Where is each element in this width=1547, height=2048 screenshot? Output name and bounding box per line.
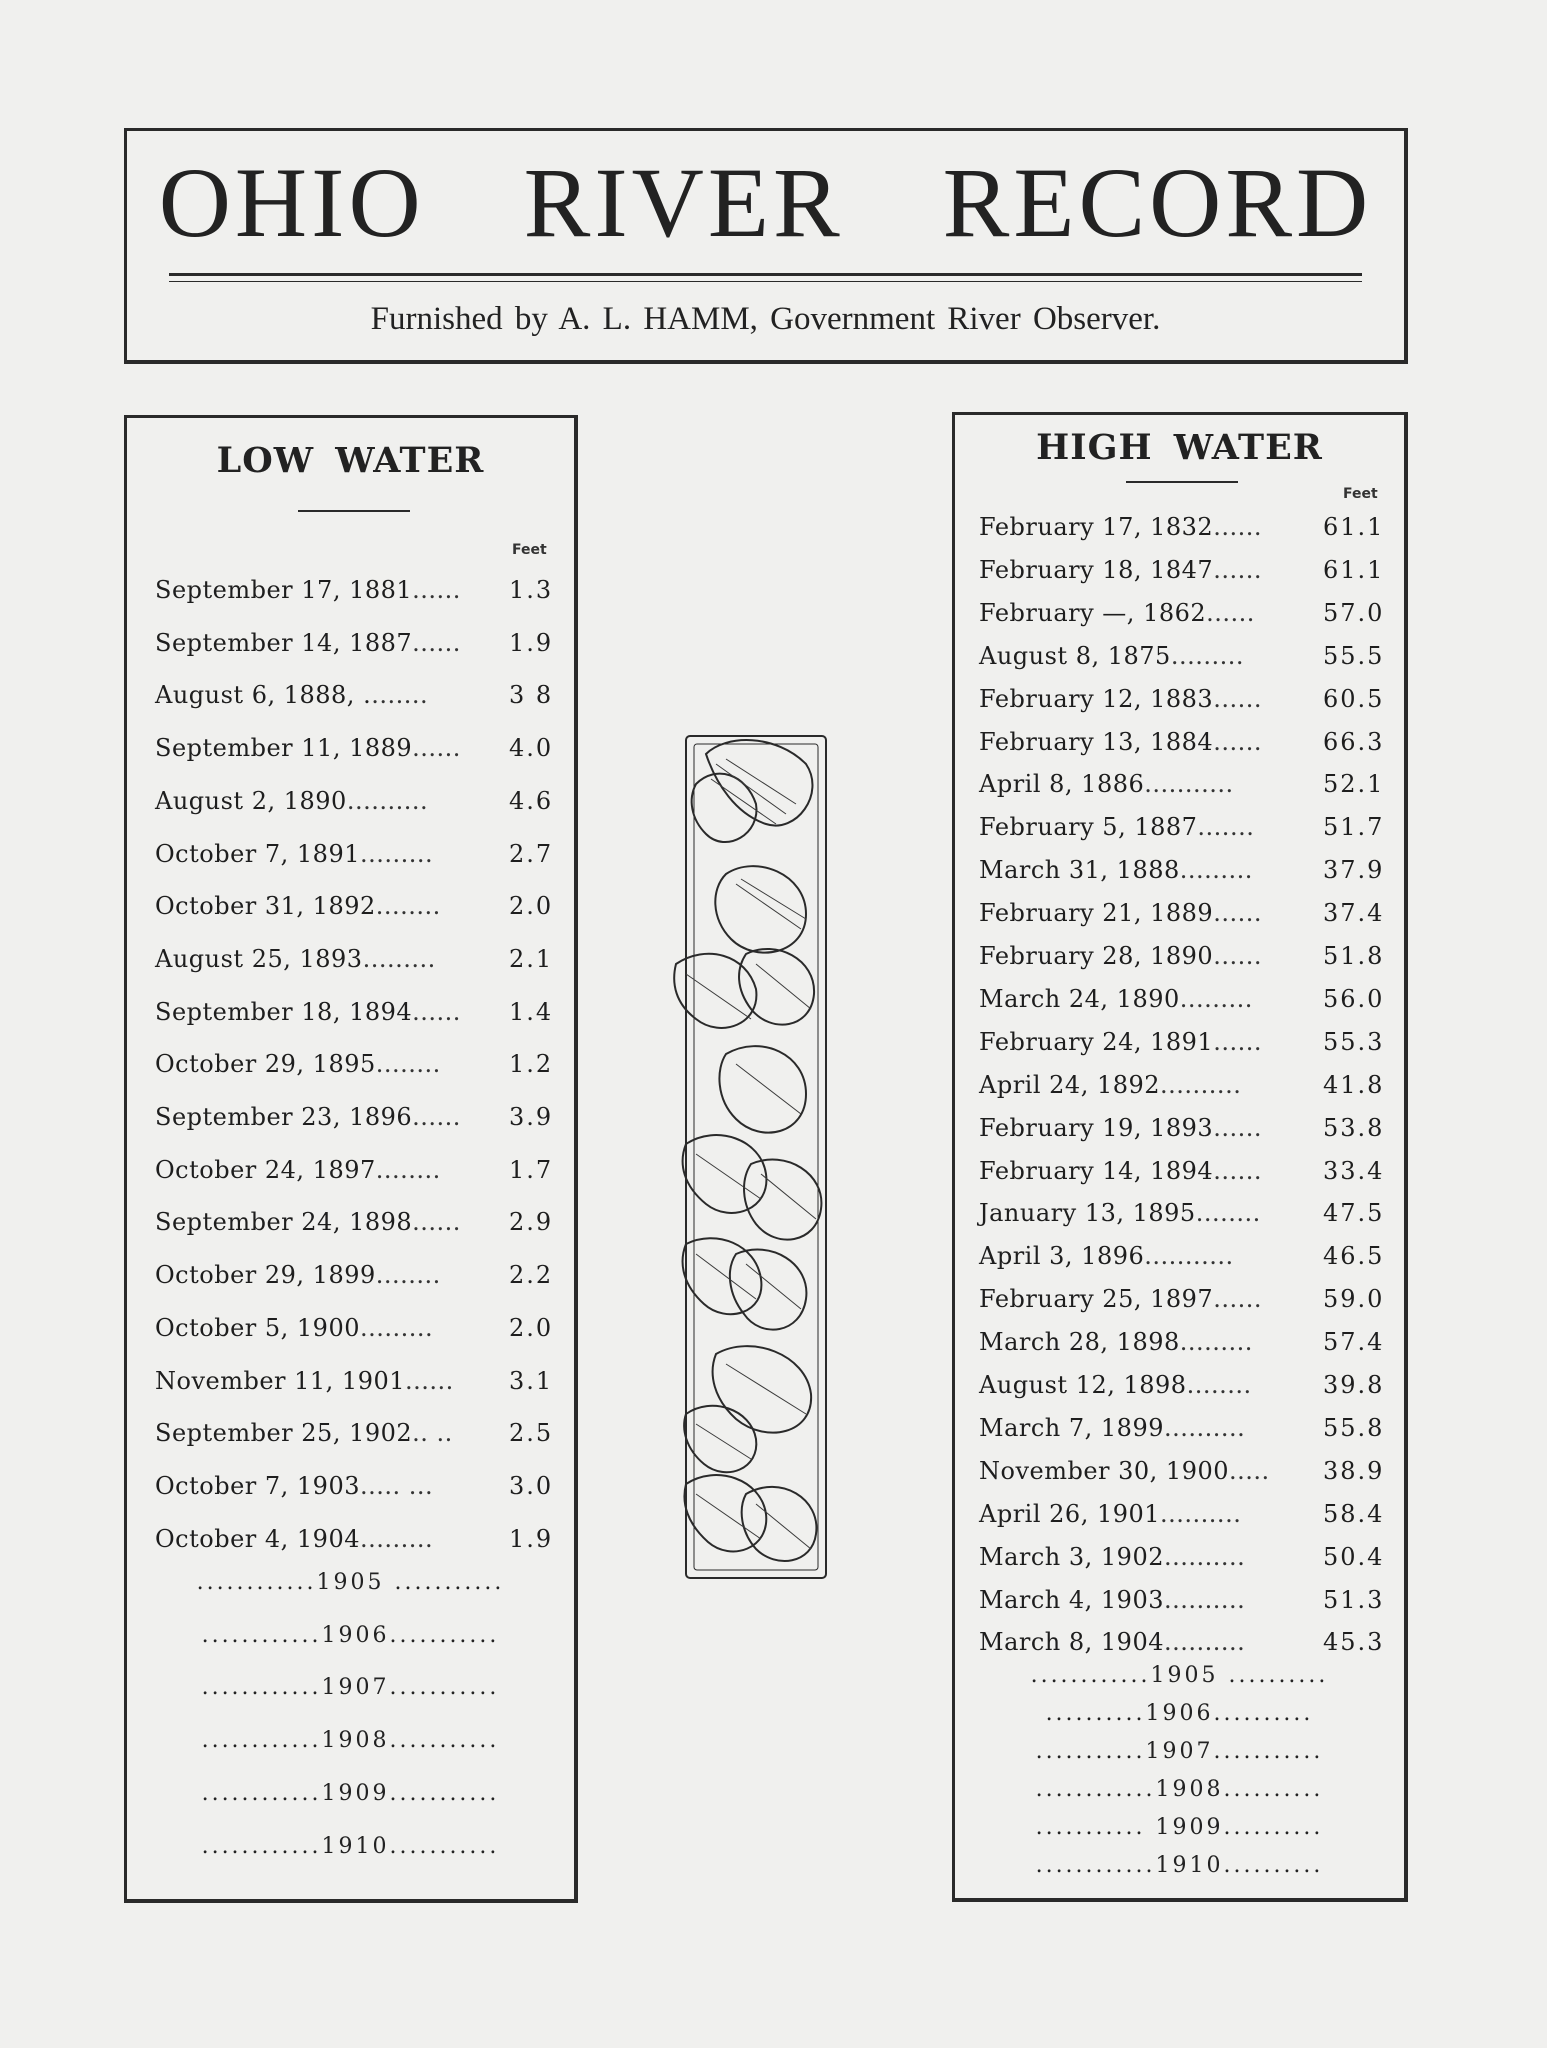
list-item [127,1097,574,1137]
entry-leader-dots: ......... [1179,856,1253,885]
entry-feet-value: 55.8 [1323,1413,1385,1442]
entry-date: March 7, 1899.......... [979,1413,1246,1442]
entry-date: April 26, 1901.......... [979,1499,1242,1528]
title-box [124,128,1408,364]
entry-leader-dots: ...... [412,1103,461,1131]
entry-date: August 6, 1888, ........ [155,681,429,710]
entry-date: February 14, 1894...... [979,1156,1262,1185]
list-item [127,1466,574,1506]
entry-feet-value: 51.7 [1323,813,1385,842]
list-item [955,893,1404,933]
list-item [955,979,1404,1019]
list-item [955,1537,1404,1577]
list-item [955,1622,1404,1662]
entry-leader-dots: ......... [1170,641,1244,670]
clover-flower-ornament-icon [666,724,848,1590]
entry-date: February 13, 1884...... [979,727,1262,756]
list-item [955,1193,1404,1233]
page-title: OHIO RIVER RECORD [158,147,1373,258]
entry-date: September 17, 1881...... [155,576,461,604]
list-item [955,507,1404,547]
entry-date: September 24, 1898...... [155,1208,461,1237]
list-item [127,1361,574,1401]
blank-year-row: ............1905 ........... [196,1570,505,1595]
entry-date: September 18, 1894...... [155,997,461,1026]
entry-date: October 24, 1897........ [155,1155,441,1184]
entry-date: March 4, 1903.......... [979,1585,1246,1614]
list-item [955,1408,1404,1448]
entry-feet-value: 46.5 [1323,1242,1385,1271]
blank-year-row: ............1908.......... [1035,1777,1324,1802]
entry-leader-dots: .......... [1164,1413,1246,1442]
entry-date: September 25, 1902.. .. [155,1419,453,1448]
list-item [955,636,1404,676]
entry-leader-dots: ...... [412,997,461,1026]
list-item [127,1202,574,1242]
list-item [127,728,574,768]
list-item [127,1044,574,1084]
entry-leader-dots: ...... [1213,1156,1262,1185]
entry-date: October 7, 1903..... ... [155,1471,434,1500]
high-water-panel [952,412,1408,1902]
low-water-unit-label: Feet [512,542,547,558]
entry-date: August 25, 1893......... [155,944,436,973]
entry-leader-dots: ...... [1206,598,1255,627]
entry-feet-value: 47.5 [1323,1199,1385,1228]
entry-feet-value: 3 8 [509,681,554,710]
list-item [127,992,574,1032]
list-item [955,1451,1404,1491]
entry-leader-dots: ...... [1213,555,1262,584]
entry-leader-dots: .......... [1160,1499,1242,1528]
entry-leader-dots: ........... [1144,770,1234,799]
entry-feet-value: 4.0 [509,734,554,763]
entry-date: February 25, 1897...... [979,1285,1262,1314]
entry-leader-dots: ....... [1197,813,1255,842]
entry-feet-value: 1.9 [509,1524,554,1553]
entry-date: February 18, 1847...... [979,555,1262,584]
entry-date: March 3, 1902.......... [979,1542,1246,1571]
entry-leader-dots: ...... [1213,1027,1262,1056]
entry-feet-value: 2.1 [509,944,554,973]
list-item [955,1022,1404,1062]
list-item [955,1494,1404,1534]
entry-leader-dots: ........ [375,1050,441,1079]
blank-year-row: ............1910........... [201,1833,500,1859]
entry-feet-value: 37.9 [1323,856,1385,885]
entry-feet-value: 33.4 [1323,1156,1385,1185]
entry-feet-value: 2.9 [509,1208,554,1237]
list-item [955,850,1404,890]
entry-date: October 29, 1899........ [155,1261,441,1290]
blank-year-row: ............1909........... [201,1780,500,1806]
entry-feet-value: 3.0 [509,1471,554,1500]
entry-date: September 11, 1889...... [155,734,461,763]
entry-leader-dots: ......... [359,839,434,868]
blank-year-row: ............1905 .......... [1030,1663,1329,1688]
entry-feet-value: 1.2 [509,1050,554,1079]
entry-leader-dots: ........ [1195,1199,1261,1228]
list-item [127,570,574,610]
list-item [955,1322,1404,1362]
entry-feet-value: 66.3 [1323,727,1385,756]
entry-leader-dots: .......... [1160,1070,1242,1099]
entry-leader-dots: ...... [1213,942,1262,970]
list-item [955,1065,1404,1105]
entry-feet-value: 1.3 [509,576,554,604]
entry-date: January 13, 1895........ [979,1199,1261,1228]
list-item [127,939,574,979]
entry-feet-value: 50.4 [1323,1542,1385,1571]
entry-leader-dots: .......... [346,786,429,815]
entry-leader-dots: ..... [1229,1456,1270,1485]
entry-leader-dots: ........... [1144,1242,1234,1271]
entry-feet-value: 2.2 [509,1261,554,1290]
entry-leader-dots: ......... [362,944,436,973]
entry-date: February 19, 1893...... [979,1113,1262,1142]
entry-date: March 24, 1890......... [979,984,1253,1013]
entry-feet-value: 39.8 [1323,1371,1385,1399]
entry-feet-value: 61.1 [1323,513,1385,541]
entry-feet-value: 53.8 [1323,1113,1385,1142]
low-water-panel [124,415,578,1903]
entry-feet-value: 57.4 [1323,1328,1385,1357]
entry-date: February 28, 1890...... [979,942,1262,970]
entry-feet-value: 2.0 [509,892,554,921]
list-item [127,1255,574,1295]
entry-feet-value: 59.0 [1323,1285,1385,1314]
high-water-heading-rule [1126,481,1238,483]
entry-feet-value: 37.4 [1323,899,1385,928]
blank-year-row: ...........1907........... [1035,1739,1324,1764]
title-rule-thick [169,273,1362,276]
entry-date: February 17, 1832...... [979,513,1262,541]
entry-leader-dots: ...... [412,734,461,763]
entry-leader-dots: ...... [405,1366,454,1395]
entry-feet-value: 4.6 [509,786,554,815]
entry-leader-dots: ......... [359,1524,434,1553]
blank-year-row: ............1908........... [201,1728,500,1754]
entry-leader-dots: ........ [375,1261,441,1290]
entry-leader-dots: ..... ... [359,1471,434,1500]
entry-feet-value: 58.4 [1323,1499,1385,1528]
entry-feet-value: 41.8 [1323,1070,1385,1099]
entry-leader-dots: ...... [1213,513,1262,541]
page-subtitle: Furnished by A. L. HAMM, Government River Observer. [370,301,1161,337]
entry-feet-value: 57.0 [1323,598,1385,627]
entry-date: September 23, 1896...... [155,1103,461,1131]
entry-feet-value: 3.1 [509,1366,554,1395]
entry-feet-value: 38.9 [1323,1456,1385,1485]
entry-date: February 21, 1889...... [979,899,1262,928]
title-rule-thin [169,281,1362,282]
entry-date: March 28, 1898......... [979,1328,1253,1357]
entry-leader-dots: .......... [1164,1585,1246,1614]
entry-date: April 3, 1896........... [979,1242,1234,1271]
entry-feet-value: 2.0 [509,1313,554,1342]
list-item [127,886,574,926]
entry-leader-dots: .. .. [412,1419,453,1448]
entry-feet-value: 51.8 [1323,942,1385,970]
entry-feet-value: 61.1 [1323,555,1385,584]
entry-date: October 31, 1892........ [155,892,441,921]
list-item [127,623,574,663]
entry-date: August 2, 1890.......... [155,786,429,815]
list-item [127,1413,574,1453]
entry-feet-value: 60.5 [1323,684,1385,713]
blank-year-row: ..........1906.......... [1045,1701,1314,1726]
entry-date: April 8, 1886........... [979,770,1234,799]
list-item [955,722,1404,762]
list-item [127,781,574,821]
entry-date: August 8, 1875......... [979,641,1244,670]
entry-date: April 24, 1892.......... [979,1070,1242,1099]
entry-feet-value: 45.3 [1323,1628,1385,1657]
entry-date: October 7, 1891......... [155,839,434,868]
entry-leader-dots: ...... [1213,899,1262,928]
list-item [955,1236,1404,1276]
list-item [127,834,574,874]
entry-feet-value: 51.3 [1323,1585,1385,1614]
list-item [955,550,1404,590]
entry-date: February 12, 1883...... [979,684,1262,713]
entry-leader-dots: ........ [375,1155,441,1184]
list-item [955,1279,1404,1319]
entry-feet-value: 3.9 [509,1103,554,1131]
list-item [955,807,1404,847]
entry-date: September 14, 1887...... [155,628,461,657]
entry-feet-value: 56.0 [1323,984,1385,1013]
entry-leader-dots: ...... [412,628,461,657]
list-item [955,764,1404,804]
entry-leader-dots: ......... [359,1313,434,1342]
entry-feet-value: 55.3 [1323,1027,1385,1056]
low-water-heading-rule [298,510,410,512]
entry-leader-dots: ......... [1179,1328,1253,1357]
entry-date: March 8, 1904.......... [979,1628,1246,1657]
list-item [955,593,1404,633]
list-item [955,679,1404,719]
list-item [127,1308,574,1348]
list-item [955,1151,1404,1191]
entry-date: October 5, 1900......... [155,1313,434,1342]
high-water-unit-label: Feet [1343,486,1378,502]
entry-leader-dots: ...... [1213,1113,1262,1142]
entry-date: February 24, 1891...... [979,1027,1262,1056]
entry-leader-dots: ........ [375,892,441,921]
list-item [127,675,574,715]
blank-year-row: ............1910.......... [1035,1853,1324,1878]
entry-date: February 5, 1887....... [979,813,1255,842]
entry-leader-dots: ...... [1213,684,1262,713]
entry-leader-dots: .......... [1164,1542,1246,1571]
entry-leader-dots: .......... [1164,1628,1246,1657]
list-item [127,1150,574,1190]
entry-feet-value: 1.7 [509,1155,554,1184]
entry-feet-value: 1.9 [509,628,554,657]
list-item [127,1519,574,1559]
list-item [955,1580,1404,1620]
entry-leader-dots: ....... [371,681,429,710]
low-water-heading: LOW WATER [216,440,485,481]
entry-date: August 12, 1898........ [979,1371,1252,1399]
entry-leader-dots: ...... [412,576,461,604]
entry-feet-value: 55.5 [1323,641,1385,670]
list-item [955,1108,1404,1148]
entry-date: October 29, 1895........ [155,1050,441,1079]
entry-date: November 11, 1901...... [155,1366,454,1395]
list-item [955,936,1404,976]
entry-date: March 31, 1888......... [979,856,1253,885]
entry-leader-dots: ......... [1179,984,1253,1013]
entry-feet-value: 1.4 [509,997,554,1026]
high-water-heading: HIGH WATER [1036,427,1323,468]
list-item [955,1365,1404,1405]
entry-feet-value: 2.7 [509,839,554,868]
entry-date: February —, 1862...... [979,598,1255,627]
blank-year-row: ............1906........... [201,1622,500,1648]
entry-date: November 30, 1900..... [979,1456,1270,1485]
entry-leader-dots: ........ [1186,1371,1252,1399]
entry-feet-value: 2.5 [509,1419,554,1448]
entry-leader-dots: ...... [1213,1285,1262,1314]
entry-feet-value: 52.1 [1323,770,1385,799]
entry-leader-dots: ...... [1213,727,1262,756]
blank-year-row: ........... 1909.......... [1035,1815,1324,1840]
blank-year-row: ............1907........... [201,1675,500,1701]
entry-leader-dots: ...... [412,1208,461,1237]
entry-date: October 4, 1904......... [155,1524,434,1553]
